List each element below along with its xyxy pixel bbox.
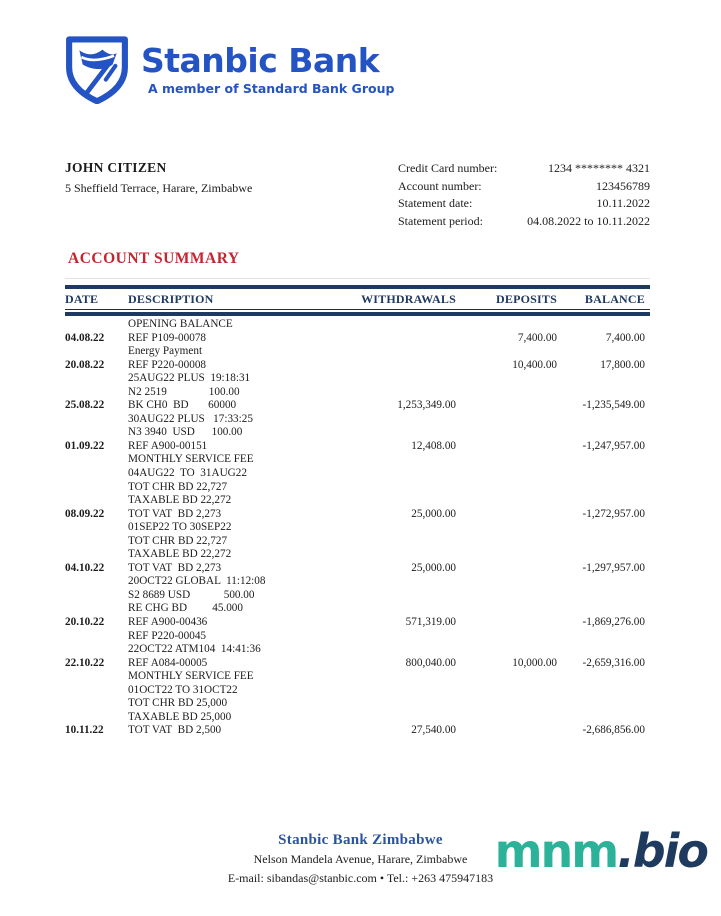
- cell-deposits: [456, 318, 557, 332]
- cell-date: 10.11.22: [65, 724, 104, 737]
- table-row: [65, 535, 650, 549]
- table-row: [65, 521, 650, 535]
- cell-deposits: [456, 548, 557, 562]
- cell-description: OPENING BALANCE: [128, 318, 233, 330]
- cell-withdrawals: [324, 643, 456, 657]
- cell-balance: [557, 453, 650, 467]
- cell-description: TOT CHR BD 22,727: [128, 534, 228, 547]
- table-row: [65, 399, 650, 413]
- account-info-block: [398, 160, 650, 230]
- credit-card-number-value: 1234 ******** 4321: [548, 161, 650, 175]
- cell-description: MONTHLY SERVICE FEE: [128, 453, 254, 466]
- cell-withdrawals: [324, 453, 456, 467]
- cell-withdrawals: [324, 467, 456, 481]
- cell-deposits: [456, 616, 557, 630]
- cell-date: [65, 711, 128, 725]
- cell-description: TOT VAT BD 2,500: [128, 724, 222, 737]
- cell-deposits: [456, 508, 557, 522]
- cell-balance: [557, 318, 650, 332]
- cell-description: TOT VAT BD 2,273: [128, 507, 222, 520]
- cell-description: TOT VAT BD 2,273: [128, 561, 222, 574]
- cell-balance: [557, 711, 650, 725]
- cell-description: REF P220-00008: [128, 358, 207, 371]
- cell-date: 04.08.22: [65, 331, 105, 344]
- cell-balance: 7,400.00: [605, 331, 645, 344]
- cell-description: REF P109-00078: [128, 331, 207, 344]
- cell-balance: [557, 467, 650, 481]
- cell-description: TOT CHR BD 22,727: [128, 480, 228, 493]
- cell-balance: [557, 386, 650, 400]
- cell-withdrawals: [324, 711, 456, 725]
- cell-deposits: [456, 684, 557, 698]
- cell-balance: [557, 630, 650, 644]
- cell-withdrawals: [324, 494, 456, 508]
- credit-card-number-line: [398, 160, 650, 178]
- cell-description: 20OCT22 GLOBAL 11:12:08: [128, 575, 266, 588]
- cell-balance: [557, 345, 650, 359]
- cell-balance: -2,686,856.00: [582, 724, 645, 737]
- cell-deposits: [456, 697, 557, 711]
- cell-withdrawals: 800,040.00: [405, 656, 456, 669]
- cell-deposits: [456, 589, 557, 603]
- cell-withdrawals: 27,540.00: [411, 724, 456, 737]
- cell-withdrawals: [324, 684, 456, 698]
- footer-contact-line: E-mail: sibandas@stanbic.com • Tel.: +263 475947183: [227, 871, 494, 885]
- cell-deposits: [456, 372, 557, 386]
- footer-bank-address: Nelson Mandela Avenue, Harare, Zimbabwe: [253, 852, 468, 866]
- cell-date: [65, 684, 128, 698]
- customer-address: 5 Sheffield Terrace, Harare, Zimbabwe: [65, 181, 253, 195]
- cell-deposits: [456, 494, 557, 508]
- cell-date: [65, 413, 128, 427]
- table-body: [65, 318, 650, 738]
- statement-date-value: 10.11.2022: [596, 196, 650, 210]
- cell-deposits: [456, 386, 557, 400]
- cell-balance: [557, 521, 650, 535]
- cell-withdrawals: [324, 697, 456, 711]
- credit-card-number-label: Credit Card number:: [398, 161, 498, 175]
- account-number-label: Account number:: [398, 178, 482, 193]
- table-header-row: [65, 285, 650, 310]
- cell-description: RE CHG BD 45.000: [128, 602, 243, 615]
- cell-description: REF A900-00436: [128, 616, 208, 629]
- cell-balance: [557, 413, 650, 427]
- cell-description: 01SEP22 TO 30SEP22: [128, 521, 232, 534]
- cell-description: 25AUG22 PLUS 19:18:31: [128, 372, 251, 385]
- table-row: [65, 657, 650, 671]
- cell-date: [65, 318, 128, 332]
- cell-description: BK CH0 BD 60000: [128, 399, 237, 412]
- account-number-line: [398, 178, 650, 196]
- cell-deposits: [456, 453, 557, 467]
- cell-withdrawals: [324, 386, 456, 400]
- statement-date-label: Statement date:: [398, 196, 473, 210]
- statement-period-label: Statement period:: [398, 213, 483, 228]
- table-row: [65, 453, 650, 467]
- cell-deposits: [456, 521, 557, 535]
- cell-balance: -2,659,316.00: [582, 656, 645, 669]
- cell-withdrawals: [324, 521, 456, 535]
- cell-withdrawals: [324, 332, 456, 346]
- cell-date: [65, 345, 128, 359]
- cell-deposits: [456, 630, 557, 644]
- cell-deposits: [456, 535, 557, 549]
- cell-date: [65, 589, 128, 603]
- table-row: [65, 413, 650, 427]
- table-row: [65, 616, 650, 630]
- table-row: [65, 318, 650, 332]
- cell-withdrawals: [324, 670, 456, 684]
- footer-bank-name: Stanbic Bank Zimbabwe: [278, 832, 443, 848]
- table-row: [65, 481, 650, 495]
- cell-withdrawals: 1,253,349.00: [397, 399, 456, 412]
- header-bottom-bar: [65, 312, 650, 316]
- table-row: [65, 508, 650, 522]
- cell-deposits: 7,400.00: [517, 331, 557, 344]
- table-row: [65, 643, 650, 657]
- cell-date: [65, 548, 128, 562]
- cell-balance: [557, 589, 650, 603]
- cell-balance: -1,297,957.00: [582, 561, 645, 574]
- cell-balance: [557, 494, 650, 508]
- cell-withdrawals: 12,408.00: [411, 439, 456, 452]
- cell-date: [65, 535, 128, 549]
- cell-balance: -1,272,957.00: [582, 507, 645, 520]
- statement-info-section: [65, 160, 650, 230]
- table-row: [65, 467, 650, 481]
- cell-balance: [557, 481, 650, 495]
- cell-withdrawals: [324, 535, 456, 549]
- cell-withdrawals: [324, 372, 456, 386]
- table-row: [65, 562, 650, 576]
- cell-date: [65, 481, 128, 495]
- cell-deposits: [456, 711, 557, 725]
- cell-description: MONTHLY SERVICE FEE: [128, 670, 254, 683]
- cell-withdrawals: [324, 548, 456, 562]
- cell-deposits: [456, 413, 557, 427]
- cell-withdrawals: [324, 589, 456, 603]
- column-header-withdrawals: WITHDRAWALS: [361, 292, 456, 306]
- cell-withdrawals: [324, 426, 456, 440]
- cell-date: 08.09.22: [65, 507, 105, 520]
- cell-description: Energy Payment: [128, 345, 203, 358]
- cell-date: 01.09.22: [65, 439, 105, 452]
- cell-date: [65, 426, 128, 440]
- cell-description: TAXABLE BD 22,272: [128, 548, 232, 561]
- cell-date: [65, 453, 128, 467]
- watermark-bio: .bio: [617, 824, 707, 878]
- table-row: [65, 602, 650, 616]
- cell-date: 20.10.22: [65, 616, 105, 629]
- customer-name: JOHN CITIZEN: [65, 160, 167, 175]
- cell-date: [65, 643, 128, 657]
- cell-balance: [557, 548, 650, 562]
- cell-withdrawals: [324, 630, 456, 644]
- table-row: [65, 711, 650, 725]
- cell-date: [65, 697, 128, 711]
- cell-deposits: 10,000.00: [512, 656, 557, 669]
- watermark-mnm: mnm: [494, 824, 618, 878]
- table-row: [65, 494, 650, 508]
- statement-date-line: [398, 195, 650, 213]
- table-row: [65, 372, 650, 386]
- cell-date: [65, 494, 128, 508]
- cell-balance: [557, 697, 650, 711]
- table-row: [65, 589, 650, 603]
- cell-withdrawals: 571,319.00: [405, 616, 456, 629]
- cell-description: TOT CHR BD 25,000: [128, 697, 228, 710]
- cell-description: REF A084-00005: [128, 656, 208, 669]
- transactions-table: [65, 285, 650, 738]
- cell-date: 22.10.22: [65, 656, 105, 669]
- cell-description: REF P220-00045: [128, 629, 207, 642]
- table-row: [65, 332, 650, 346]
- column-header-deposits: DEPOSITS: [496, 292, 557, 306]
- table-row: [65, 630, 650, 644]
- divider-line: [65, 278, 650, 279]
- cell-date: [65, 467, 128, 481]
- cell-deposits: [456, 575, 557, 589]
- cell-deposits: [456, 345, 557, 359]
- cell-date: 04.10.22: [65, 561, 105, 574]
- table-row: [65, 575, 650, 589]
- cell-date: [65, 630, 128, 644]
- cell-deposits: [456, 426, 557, 440]
- cell-date: 25.08.22: [65, 399, 105, 412]
- cell-deposits: [456, 670, 557, 684]
- cell-balance: [557, 684, 650, 698]
- cell-deposits: [456, 399, 557, 413]
- cell-deposits: 10,400.00: [512, 358, 557, 371]
- account-number-value: 123456789: [596, 178, 650, 193]
- cell-description: TAXABLE BD 22,272: [128, 494, 232, 507]
- logo-brand-text: Stanbic Bank: [141, 41, 380, 80]
- cell-deposits: [456, 440, 557, 454]
- logo-text: [141, 36, 394, 96]
- column-header-date: DATE: [65, 292, 99, 306]
- cell-deposits: [456, 724, 557, 738]
- cell-withdrawals: 25,000.00: [411, 507, 456, 520]
- cell-description: 01OCT22 TO 31OCT22: [128, 683, 238, 696]
- cell-balance: [557, 426, 650, 440]
- cell-withdrawals: [324, 481, 456, 495]
- table-row: [65, 697, 650, 711]
- cell-date: 20.08.22: [65, 358, 105, 371]
- table-row: [65, 386, 650, 400]
- cell-balance: [557, 372, 650, 386]
- cell-description: REF A900-00151: [128, 439, 208, 452]
- column-header-description: DESCRIPTION: [128, 292, 214, 306]
- cell-withdrawals: [324, 575, 456, 589]
- bank-logo: [63, 36, 394, 104]
- cell-balance: [557, 575, 650, 589]
- cell-date: [65, 372, 128, 386]
- cell-date: [65, 521, 128, 535]
- customer-block: [65, 160, 252, 230]
- cell-balance: [557, 602, 650, 616]
- cell-date: [65, 386, 128, 400]
- cell-withdrawals: [324, 602, 456, 616]
- cell-balance: [557, 535, 650, 549]
- statement-period-line: [398, 213, 650, 231]
- table-row: [65, 440, 650, 454]
- table-row: [65, 724, 650, 738]
- cell-balance: 17,800.00: [600, 358, 645, 371]
- cell-withdrawals: 25,000.00: [411, 561, 456, 574]
- logo-tagline: A member of Standard Bank Group: [148, 81, 395, 96]
- cell-withdrawals: [324, 318, 456, 332]
- cell-deposits: [456, 602, 557, 616]
- cell-description: 30AUG22 PLUS 17:33:25: [128, 412, 253, 425]
- cell-date: [65, 602, 128, 616]
- cell-deposits: [456, 562, 557, 576]
- cell-description: 22OCT22 ATM104 14:41:36: [128, 643, 261, 656]
- cell-description: TAXABLE BD 25,000: [128, 710, 232, 723]
- cell-description: N2 2519 100.00: [128, 385, 240, 398]
- table-row: [65, 670, 650, 684]
- column-header-balance: BALANCE: [584, 292, 645, 306]
- account-summary-title: ACCOUNT SUMMARY: [68, 250, 240, 267]
- cell-description: 04AUG22 TO 31AUG22: [128, 467, 247, 480]
- stanbic-shield-icon: [63, 36, 131, 104]
- table-row: [65, 684, 650, 698]
- cell-description: N3 3940 USD 100.00: [128, 426, 243, 439]
- cell-date: [65, 575, 128, 589]
- cell-withdrawals: [324, 413, 456, 427]
- cell-balance: -1,235,549.00: [582, 399, 645, 412]
- statement-period-value: 04.08.2022 to 10.11.2022: [527, 213, 650, 228]
- table-row: [65, 548, 650, 562]
- table-row: [65, 426, 650, 440]
- cell-withdrawals: [324, 359, 456, 373]
- cell-deposits: [456, 467, 557, 481]
- cell-date: [65, 670, 128, 684]
- cell-balance: -1,869,276.00: [582, 616, 645, 629]
- mnm-bio-watermark: [495, 826, 707, 877]
- cell-balance: [557, 643, 650, 657]
- table-row: [65, 345, 650, 359]
- cell-deposits: [456, 643, 557, 657]
- cell-description: S2 8689 USD 500.00: [128, 588, 255, 601]
- cell-deposits: [456, 481, 557, 495]
- cell-balance: -1,247,957.00: [582, 439, 645, 452]
- cell-withdrawals: [324, 345, 456, 359]
- table-row: [65, 359, 650, 373]
- cell-balance: [557, 670, 650, 684]
